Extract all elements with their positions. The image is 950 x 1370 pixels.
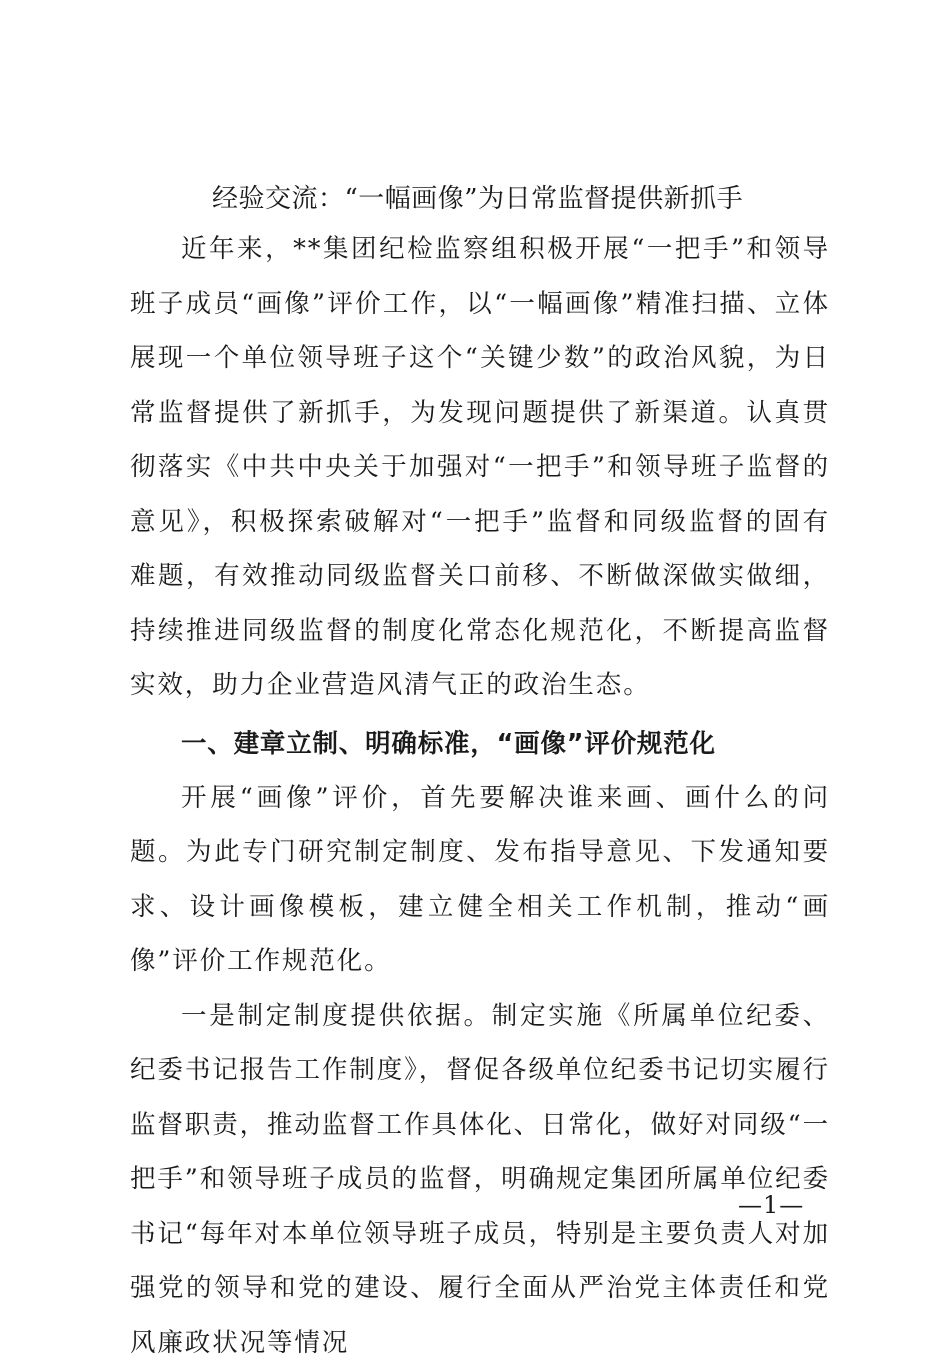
document-title: 经验交流：“一幅画像”为日常监督提供新抓手 — [130, 176, 830, 222]
page-number: —1— — [738, 1190, 818, 1220]
paragraph-section-1: 开展“画像”评价，首先要解决谁来画、画什么的问题。为此专门研究制定制度、发布指导意见、下发通知要求、设计画像模板，建立健全相关工作机制，推动“画像”评价工作规范化。 — [130, 771, 830, 989]
paragraph-intro: 近年来，**集团纪检监察组积极开展“一把手”和领导班子成员“画像”评价工作，以“一幅画像”精准扫描、立体展现一个单位领导班子这个“关键少数”的政治风貌，为日常监督提供了新抓手，为发现问题提供了新渠道。认真贯彻落实《中共中央关于加强对“一把手”和领导班子监督的意见》，积极探索破解对“一把手”监督和同级监督的固有难题，有效推动同级监督关口前移、不断做深做实做细，持续推进同级监督的制度化常态化规范化，不断提高监督实效，助力企业营造风清气正的政治生态。 — [130, 222, 830, 713]
paragraph-item-1: 一是制定制度提供依据。制定实施《所属单位纪委、纪委书记报告工作制度》，督促各级单位纪委书记切实履行监督职责，推动监督工作具体化、日常化，做好对同级“一把手”和领导班子成员的监督，明确规定集团所属单位纪委书记“每年对本单位领导班子成员，特别是主要负责人对加强党的领导和党的建设、履行全面从严治党主体责任和党风廉政状况等情况 — [130, 989, 830, 1370]
document-body — [130, 176, 830, 1370]
section-heading-1: 一、建章立制、明确标准，“画像”评价规范化 — [130, 717, 830, 771]
